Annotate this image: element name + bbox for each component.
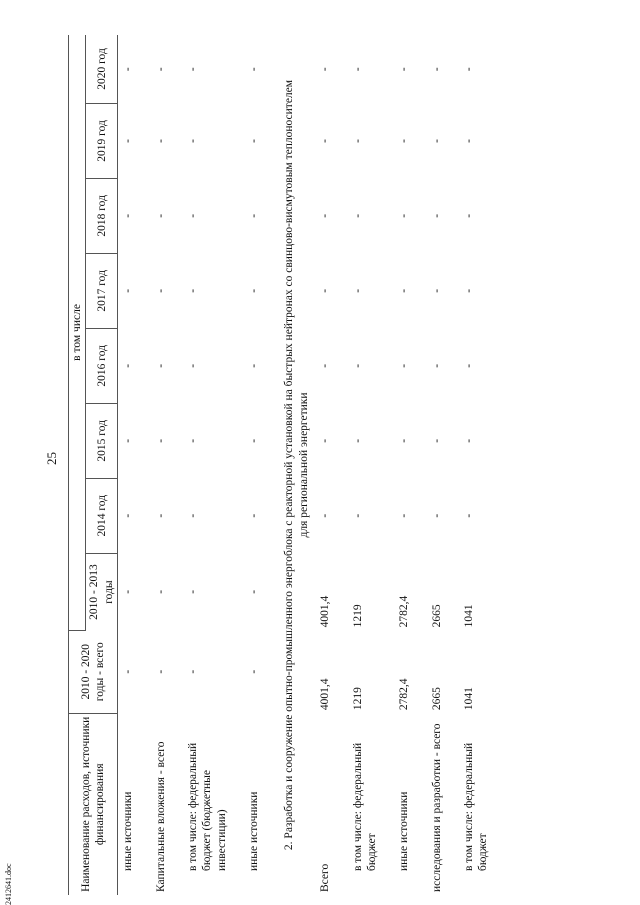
cell-value: -	[186, 438, 199, 443]
cell-value: -	[319, 213, 332, 218]
cell-value: -	[430, 288, 443, 293]
header-year: 2019 год	[86, 103, 118, 178]
table-row	[183, 35, 232, 895]
row-label: иные источники	[122, 791, 135, 871]
cell-value: -	[186, 67, 199, 72]
cell-value: -	[398, 513, 411, 518]
row-label: иные источники	[248, 791, 260, 871]
cell-value: -	[154, 213, 167, 218]
header-year: 2016 год	[86, 328, 118, 403]
cell-value: -	[122, 288, 135, 293]
cell-value: -	[430, 138, 443, 143]
cell-value: -	[122, 589, 135, 594]
header-year: 2020 год	[86, 35, 118, 103]
cell-value: -	[248, 513, 260, 518]
cell-value: -	[122, 363, 135, 368]
cell-value: -	[463, 138, 475, 143]
cell-value: -	[319, 67, 332, 72]
cell-value: -	[186, 363, 199, 368]
cell-value: -	[122, 213, 135, 218]
cell-value: -	[351, 438, 364, 443]
cell-value: -	[154, 288, 167, 293]
cell-value: -	[351, 363, 364, 368]
table-body-bottom	[315, 35, 506, 895]
cell-value: -	[186, 669, 199, 674]
cell-value: -	[319, 363, 332, 368]
page-number: 25	[44, 452, 59, 465]
cell-value: -	[154, 363, 167, 368]
cell-value: 1219	[351, 687, 364, 711]
table-row	[151, 35, 171, 895]
cell-value: -	[351, 513, 364, 518]
cell-value: -	[154, 438, 167, 443]
cell-value: -	[122, 669, 135, 674]
cell-value: -	[319, 438, 332, 443]
cell-value: -	[319, 138, 332, 143]
cell-value: -	[351, 288, 364, 293]
header-name: Наименование расходов, источники финансирования	[69, 713, 118, 895]
row-label: Капитальные вложения - всего	[154, 741, 167, 892]
table-row	[244, 35, 264, 895]
table-body-top	[118, 35, 277, 895]
cell-value: -	[430, 67, 443, 72]
cell-value: -	[122, 67, 135, 72]
header-year: 2017 год	[86, 253, 118, 328]
cell-value: -	[154, 67, 167, 72]
cell-value: -	[248, 589, 260, 594]
cell-value: 1041	[463, 604, 475, 628]
cell-value: -	[351, 67, 364, 72]
row-label: в том числе: федеральный бюджет	[351, 742, 378, 871]
cell-value: -	[186, 213, 199, 218]
cell-value: -	[463, 67, 475, 72]
cell-value: -	[430, 213, 443, 218]
header-year: 2015 год	[86, 403, 118, 478]
cell-value: 1041	[463, 687, 475, 711]
cell-value: -	[398, 438, 411, 443]
row-label: исследования и разработки - всего	[430, 723, 443, 892]
cell-value: 4001,4	[319, 595, 332, 628]
file-note: 2412641.doc	[4, 863, 13, 905]
cell-value: -	[398, 67, 411, 72]
cell-value: 2665	[430, 687, 443, 711]
cell-value: 4001,4	[319, 678, 332, 711]
cell-value: -	[463, 438, 475, 443]
cell-value: -	[319, 513, 332, 518]
cell-value: 1219	[351, 604, 364, 628]
cell-value: -	[186, 138, 199, 143]
cell-value: -	[248, 669, 260, 674]
cell-value: -	[248, 438, 260, 443]
cell-value: -	[122, 438, 135, 443]
cell-value: -	[154, 669, 167, 674]
cell-value: -	[248, 288, 260, 293]
cell-value: -	[430, 513, 443, 518]
cell-value: -	[122, 138, 135, 143]
cell-value: -	[248, 213, 260, 218]
cell-value: -	[319, 288, 332, 293]
cell-value: -	[154, 513, 167, 518]
table-row	[394, 35, 414, 895]
cell-value: -	[154, 138, 167, 143]
row-label: иные источники	[398, 791, 411, 871]
table-row	[348, 35, 383, 895]
table-row	[459, 35, 494, 895]
header-year: 2018 год	[86, 178, 118, 253]
row-label: в том числе: федеральный бюджет (бюджетные инвестиции)	[186, 742, 228, 871]
cell-value: -	[351, 138, 364, 143]
cell-value: -	[430, 438, 443, 443]
table-row	[427, 35, 447, 895]
section-title: 2. Разработка и сооружение опытно-промышленного энергоблока с реакторной установкой на быстрых нейтронах со свинцово-висмутовым теплоносителем для региональной энергетики	[283, 79, 310, 851]
cell-value: -	[463, 513, 475, 518]
financing-table	[68, 35, 506, 895]
cell-value: -	[398, 138, 411, 143]
cell-value: -	[430, 363, 443, 368]
cell-value: -	[398, 213, 411, 218]
cell-value: -	[463, 363, 475, 368]
cell-value: -	[398, 363, 411, 368]
cell-value: -	[248, 363, 260, 368]
cell-value: -	[463, 213, 475, 218]
cell-value: 2665	[430, 604, 443, 628]
cell-value: -	[186, 589, 199, 594]
header-year: 2014 год	[86, 478, 118, 553]
table-row	[315, 35, 335, 895]
header-total: 2010 - 2020 годы - всего	[69, 630, 118, 713]
cell-value: -	[154, 589, 167, 594]
cell-value: -	[186, 513, 199, 518]
cell-value: -	[122, 513, 135, 518]
section-heading	[276, 35, 315, 895]
table-row	[118, 35, 139, 895]
cell-value: -	[398, 288, 411, 293]
row-label: Всего	[319, 863, 332, 892]
cell-value: -	[248, 138, 260, 143]
header-year: 2010 - 2013 годы	[86, 553, 118, 630]
cell-value: -	[248, 67, 260, 72]
cell-value: 2782,4	[398, 678, 411, 711]
cell-value: 2782,4	[398, 595, 411, 628]
header-including: в том числе	[69, 35, 86, 630]
cell-value: -	[351, 213, 364, 218]
cell-value: -	[186, 288, 199, 293]
row-label: в том числе: федеральный бюджет	[463, 742, 490, 871]
cell-value: -	[463, 288, 475, 293]
